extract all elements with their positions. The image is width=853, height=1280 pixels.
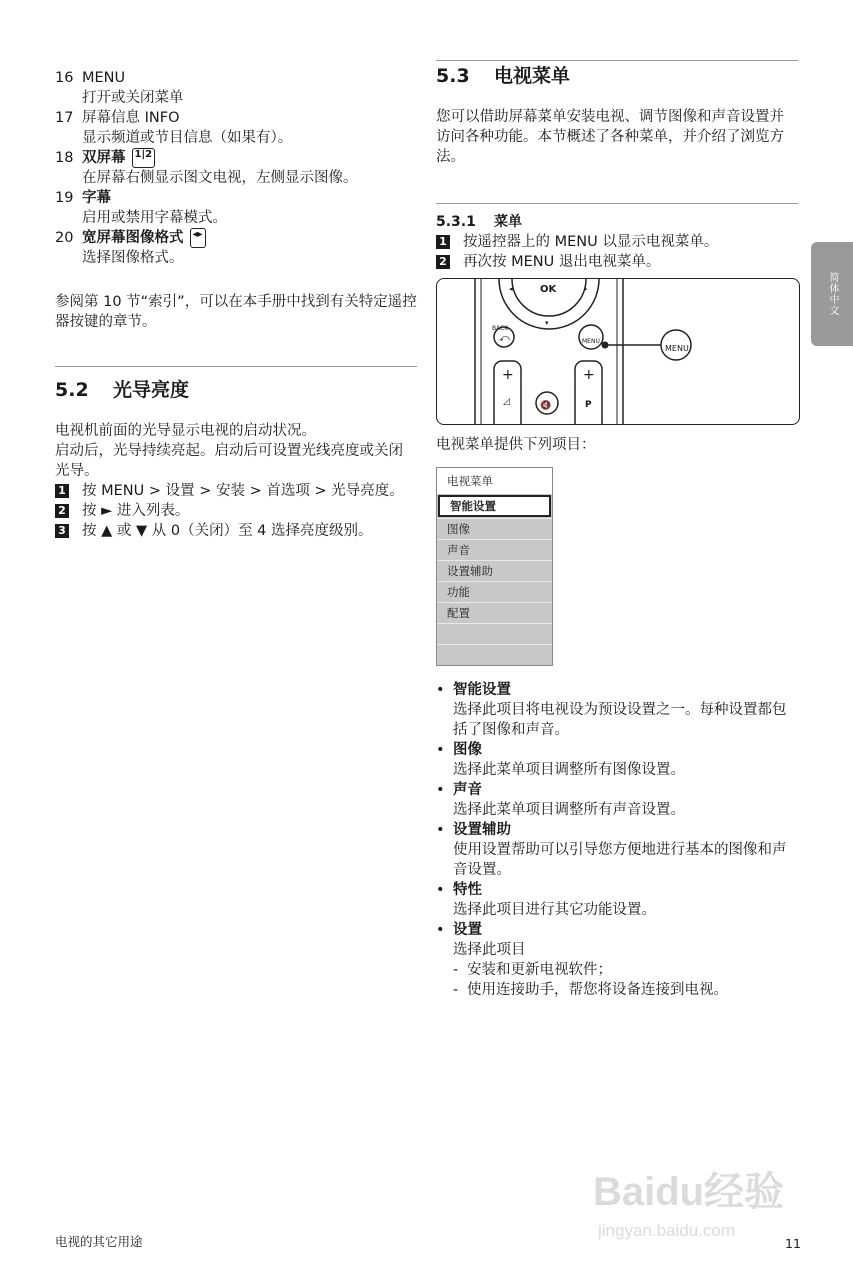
key-symbol-icon: ◂▸ <box>190 228 206 248</box>
menu-callout-label: MENU <box>665 344 689 353</box>
step-text: 按 ▲ 或 ▼ 从 0（关闭）至 4 选择亮度级别。 <box>82 523 373 539</box>
menu-button-label: MENU <box>582 338 600 345</box>
section-5-2-title: 5.2 光导亮度 <box>55 379 190 401</box>
bullet-body <box>453 740 685 780</box>
bullet-item <box>436 880 798 920</box>
bullet-body <box>453 680 798 740</box>
key-number: 17 <box>55 110 74 126</box>
sub-bullet-item <box>436 960 798 980</box>
tv-menu-caption: 电视菜单提供下列项目： <box>436 437 596 453</box>
language-side-tab: 简体中文 <box>811 242 853 346</box>
bullet-body <box>453 920 526 960</box>
svg-text:◿: ◿ <box>503 397 510 407</box>
svg-text:⤺: ⤺ <box>499 333 510 344</box>
volume-plus-label: + <box>502 367 514 383</box>
mute-icon: 🔇 <box>540 401 552 411</box>
section-5-2-intro1: 电视机前面的光导显示电视的启动状况。 <box>55 423 316 439</box>
key-item-header <box>55 148 417 168</box>
bullet-title: 声音 <box>453 782 482 798</box>
bullet-desc: 选择此菜单项目调整所有声音设置。 <box>453 802 685 818</box>
key-title: 宽屏幕图像格式 <box>82 230 184 246</box>
right-column <box>436 60 798 1000</box>
step-text: 按遥控器上的 MENU 以显示电视菜单。 <box>463 234 719 250</box>
bullet-title: 智能设置 <box>453 682 511 698</box>
section-divider <box>55 366 417 367</box>
section-5-2-steps <box>55 481 417 541</box>
section-5-2-intro2: 启动后，光导持续亮起。启动后可设置光线亮度或关闭光导。 <box>55 443 403 479</box>
svg-text:◂: ◂ <box>509 285 513 293</box>
key-title: MENU <box>82 70 126 86</box>
svg-text:▾: ▾ <box>545 319 549 327</box>
bullet-title: 设置辅助 <box>453 822 511 838</box>
key-title: 双屏幕 <box>82 150 126 166</box>
tv-menu-item: 图像 <box>437 518 552 539</box>
bullet-desc: 使用设置帮助可以引导您方便地进行基本的图像和声音设置。 <box>453 842 787 878</box>
key-number: 16 <box>55 70 74 86</box>
section-5-3-intro: 您可以借助屏幕菜单安装电视、调节图像和声音设置并访问各种功能。本节概述了各种菜单，并介绍了浏览方法。 <box>436 109 784 165</box>
tv-menu-header: 电视菜单 <box>437 468 552 494</box>
step-item <box>55 481 417 501</box>
step-number-icon: 1 <box>436 235 450 249</box>
step-text: 再次按 MENU 退出电视菜单。 <box>463 254 661 270</box>
tv-menu-item: 设置辅助 <box>437 560 552 581</box>
remote-key-list <box>55 68 417 268</box>
settings-sub-list <box>436 960 798 1000</box>
footer-chapter: 电视的其它用途 <box>55 1234 143 1249</box>
watermark-brand: Baidu经验 <box>593 1170 785 1214</box>
step-item <box>55 521 417 541</box>
svg-text:▸: ▸ <box>584 285 588 293</box>
program-p-label: P <box>585 400 592 410</box>
page-number: 11 <box>785 1236 801 1251</box>
bullet-body <box>453 880 656 920</box>
tv-menu-item: 配置 <box>437 602 552 623</box>
bullet-title: 设置 <box>453 922 482 938</box>
sub-bullet-item <box>436 980 798 1000</box>
bullet-icon: • <box>436 822 445 838</box>
back-button-label: BACK <box>492 325 509 332</box>
section-divider <box>436 60 798 61</box>
step-text: 按 ► 进入列表。 <box>82 503 190 519</box>
tv-menu-item: 智能设置 <box>438 495 551 517</box>
key-number: 18 <box>55 150 74 166</box>
key-symbol-icon: 1|2 <box>132 148 156 168</box>
step-item <box>436 252 798 272</box>
section-5-3-title: 5.3 电视菜单 <box>436 65 571 87</box>
bullet-desc: 选择此项目将电视设为预设设置之一。每种设置都包括了图像和声音。 <box>453 702 787 738</box>
bullet-desc: 选择此项目 <box>453 942 526 958</box>
step-number-icon: 1 <box>55 484 69 498</box>
ok-button-label: OK <box>540 284 557 295</box>
key-description: 选择图像格式。 <box>82 250 184 266</box>
bullet-icon: • <box>436 682 445 698</box>
bullet-body <box>453 780 685 820</box>
program-plus-label: + <box>583 367 595 383</box>
tv-menu-item-descriptions <box>436 680 798 960</box>
section-5-3-1-steps <box>436 232 798 272</box>
remote-control-illustration <box>437 279 799 424</box>
step-number-icon: 3 <box>55 524 69 538</box>
remote-control-figure <box>436 278 800 425</box>
step-item <box>55 501 417 521</box>
key-description: 打开或关闭菜单 <box>82 90 184 106</box>
sub-bullet-text: 使用连接助手，帮您将设备连接到电视。 <box>467 982 728 998</box>
key-title: 屏幕信息 INFO <box>82 110 180 126</box>
subsection-divider <box>436 203 798 204</box>
tv-menu-item: 功能 <box>437 581 552 602</box>
dash-icon: - <box>453 962 459 978</box>
bullet-item <box>436 740 798 780</box>
sub-bullet-text: 安装和更新电视软件； <box>467 962 612 978</box>
baidu-watermark <box>588 1150 798 1245</box>
tv-menu-empty-row <box>437 644 552 665</box>
key-description: 启用或禁用字幕模式。 <box>82 210 227 226</box>
key-title: 字幕 <box>82 190 111 206</box>
section-5-3-1-title: 5.3.1 菜单 <box>436 214 522 230</box>
bullet-title: 特性 <box>453 882 482 898</box>
dash-icon: - <box>453 982 459 998</box>
step-item <box>436 232 798 252</box>
key-item-header <box>55 228 417 248</box>
step-text: 按 MENU > 设置 > 安装 > 首选项 > 光导亮度。 <box>82 483 404 499</box>
key-description: 显示频道或节目信息（如果有）。 <box>82 130 293 146</box>
key-item-header <box>55 108 417 128</box>
tv-menu-screenshot <box>436 467 553 666</box>
key-description: 在屏幕右侧显示图文电视，左侧显示图像。 <box>82 170 358 186</box>
step-number-icon: 2 <box>55 504 69 518</box>
bullet-desc: 选择此菜单项目调整所有图像设置。 <box>453 762 685 778</box>
bullet-item <box>436 920 798 960</box>
key-item-header <box>55 188 417 208</box>
watermark-url: jingyan.baidu.com <box>598 1221 736 1240</box>
key-number: 20 <box>55 230 74 246</box>
tv-menu-empty-row <box>437 623 552 644</box>
bullet-item <box>436 820 798 880</box>
key-number: 19 <box>55 190 74 206</box>
bullet-item <box>436 780 798 820</box>
bullet-icon: • <box>436 922 445 938</box>
left-column <box>55 68 417 541</box>
bullet-icon: • <box>436 782 445 798</box>
tv-menu-items <box>437 495 552 623</box>
bullet-body <box>453 820 798 880</box>
bullet-desc: 选择此项目进行其它功能设置。 <box>453 902 656 918</box>
bullet-icon: • <box>436 742 445 758</box>
bullet-icon: • <box>436 882 445 898</box>
bullet-title: 图像 <box>453 742 482 758</box>
tv-menu-item: 声音 <box>437 539 552 560</box>
key-item-header <box>55 68 417 88</box>
bullet-item <box>436 680 798 740</box>
step-number-icon: 2 <box>436 255 450 269</box>
reference-paragraph: 参阅第 10 节“索引”，可以在本手册中找到有关特定遥控器按键的章节。 <box>55 294 417 330</box>
